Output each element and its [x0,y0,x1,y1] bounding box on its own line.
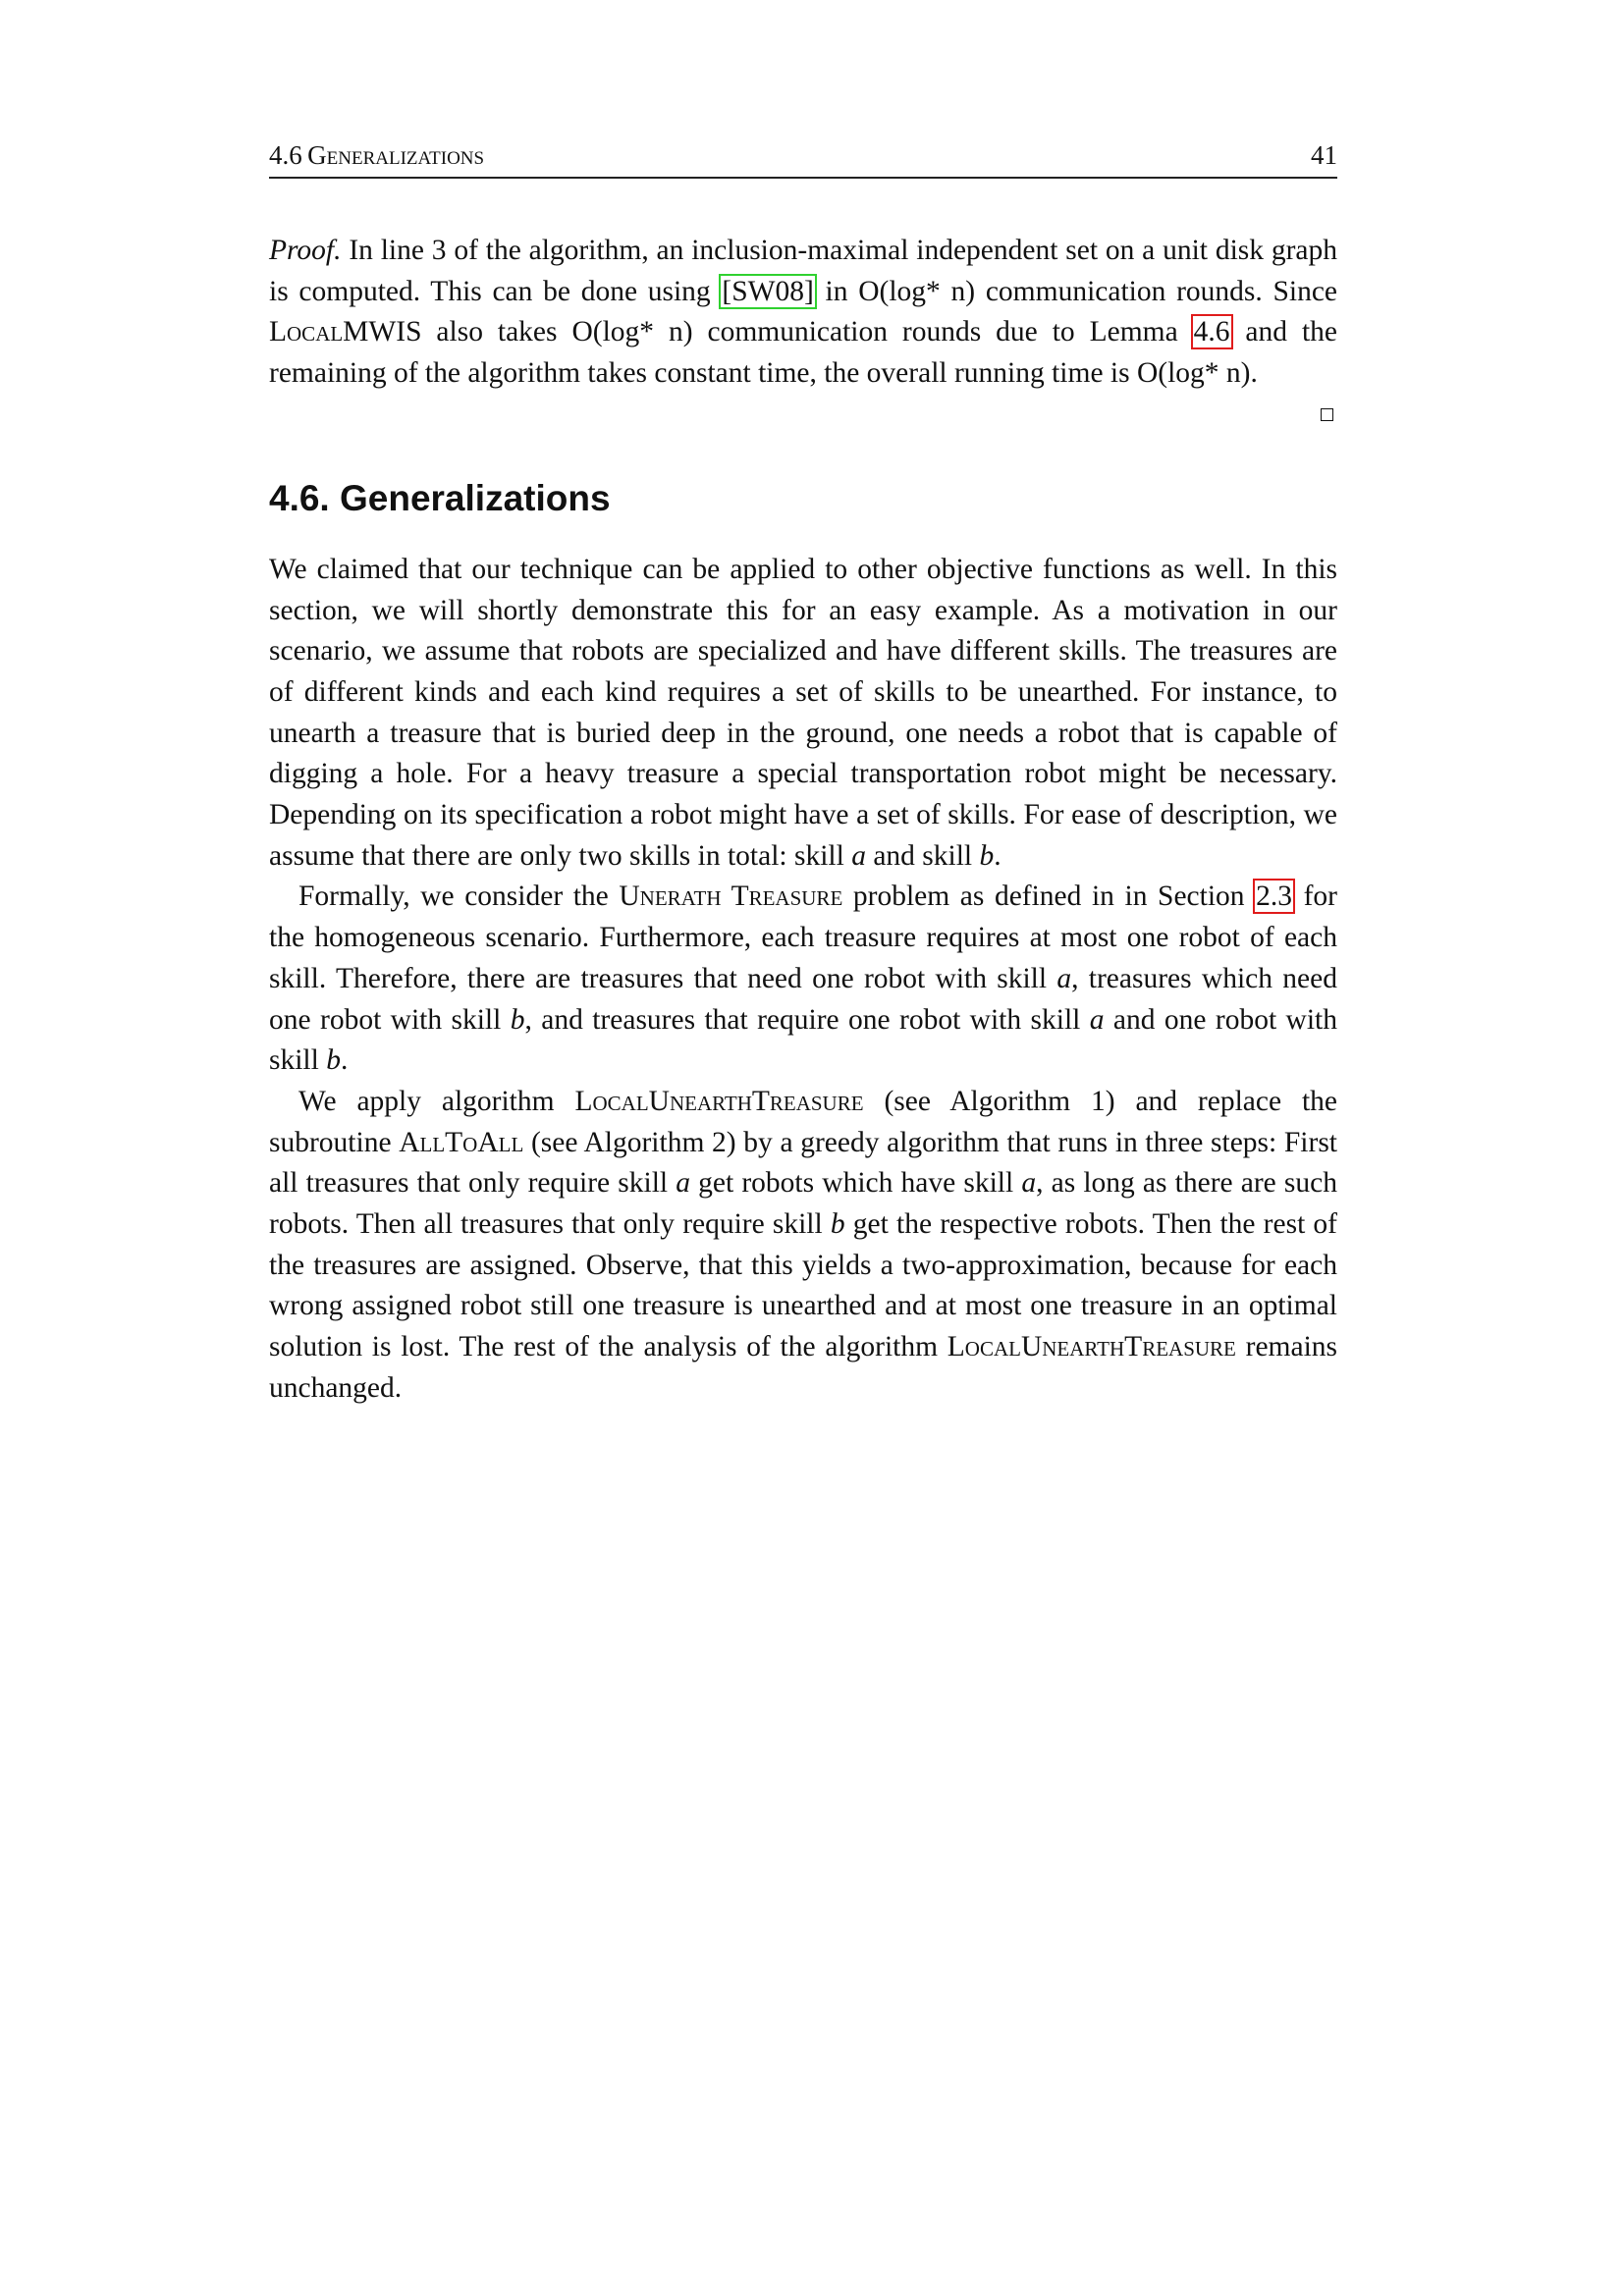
paragraph-motivation [269,550,1337,878]
header-section [269,135,484,175]
paragraph-algorithm [269,1082,1337,1410]
paragraph-text: get the respective robots. Then the rest of the treasures are assigned. Observe, that this yields a two-approximation, because for each wrong assigned robot still one treasure is unearthed and at most one treasure in an optimal solution is lost. The rest of the analysis of the algorithm [269,1208,1337,1363]
lemma-reference-link[interactable]: 4.6 [1193,316,1230,348]
paragraph-text: and skill [865,839,980,872]
proof-text: also takes [421,316,572,348]
header-section-number: 4.6 [269,140,302,170]
math-variable: a [1089,1003,1105,1036]
paragraph-text: (see Algorithm 2) by a greedy algorithm that runs in three steps: First all treasures that only require skill [269,1126,1337,1200]
proof-label: Proof. [269,235,342,266]
big-o-expression: O(log* n) [858,275,976,307]
proof-text: and the remaining of the algorithm takes constant time, the overall running time is [269,316,1338,390]
section-heading: 4.6. Generalizations [269,477,611,518]
math-variable: b [326,1044,341,1077]
paragraph-text: remains unchanged. [269,1331,1337,1404]
proof-text: communication rounds due to Lemma [692,316,1193,348]
qed-square-icon [1321,408,1333,421]
running-header [269,135,1337,179]
paragraph-text: (see Algorithm 1) and replace the subroutine [269,1085,1337,1158]
big-o-expression: O(log* n) [571,316,693,348]
paragraph-text: , as long as there are such robots. Then all treasures that only require skill [269,1167,1337,1241]
paragraph-text: and one robot with skill [269,1003,1337,1077]
proof-text: In line 3 of the algorithm, an inclusion-maximal independent set on a unit disk graph is computed. This can be done using [269,235,1337,307]
paragraph-text: , and treasures that require one robot with skill [524,1003,1090,1036]
proof-text: in [814,275,859,307]
algorithm-name: LocalUnearthTreasure [947,1331,1236,1363]
citation-link-sw08[interactable]: [SW08] [722,275,814,307]
page-number: 41 [1311,140,1337,170]
proof-text: communication rounds. Since [975,275,1338,307]
paragraph-formal [269,877,1337,1082]
paragraph-text: . [340,1044,349,1077]
math-variable: b [979,839,995,872]
math-variable: a [851,839,866,872]
proof-text: . [1250,357,1258,390]
main-text [269,231,1337,1410]
paragraph-text: problem as defined in in Section [842,881,1256,913]
paragraph-text: get robots which have skill [690,1167,1022,1200]
paragraph-text: for the homogeneous scenario. Furthermore, each treasure requires at most one robot of each skill. Therefore, there are treasures that need one robot with skill [269,881,1338,994]
header-section-title: Generalizations [307,140,485,170]
math-variable: b [830,1208,845,1241]
section-reference-link[interactable]: 2.3 [1256,881,1293,913]
paragraph-text: , treasures which need one robot with skill [269,962,1337,1036]
paragraph-text: . [994,839,1001,872]
math-variable: a [1056,962,1072,994]
algorithm-name: AllToAll [399,1126,524,1158]
qed-line [269,395,1337,436]
paragraph-text: Formally, we consider the [298,881,620,913]
proof-paragraph [269,231,1337,395]
algorithm-name: LocalMWIS [269,316,422,348]
math-variable: a [676,1167,691,1200]
paragraph-text: We claimed that our technique can be applied to other objective functions as well. In this section, we will shortly demonstrate this for an easy example. As a motivation in our scenario, we assume that robots are specialized and have different skills. The treasures are of different kinds and each kind requires a set of skills to be unearthed. For instance, to unearth a treasure that is buried deep in the ground, one needs a robot that is capable of digging a hole. For a heavy treasure a special transportation robot might be necessary. Depending on its specification a robot might have a set of skills. For ease of description, we assume that there are only two skills in total: skill [269,553,1337,872]
math-variable: a [1021,1167,1037,1200]
algorithm-name: LocalUnearthTreasure [574,1085,864,1117]
big-o-expression: O(log* n) [1136,357,1251,390]
math-variable: b [510,1003,525,1036]
problem-name: Unerath Treasure [619,881,843,913]
paragraph-text: We apply algorithm [298,1085,575,1117]
